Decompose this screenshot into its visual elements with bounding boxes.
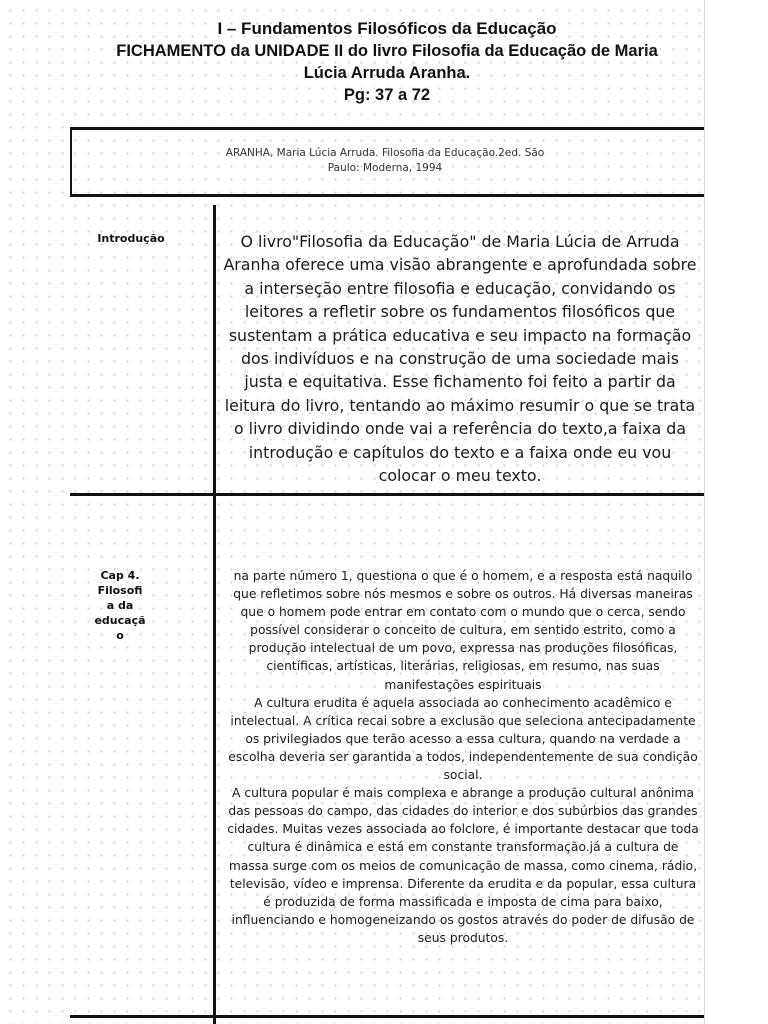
chapter-summary (226, 567, 700, 947)
header-subtitle: FICHAMENTO da UNIDADE II do livro Filosofia da Educação de Maria (116, 42, 658, 60)
header-pages: Pg: 37 a 72 (343, 86, 431, 104)
bibliographic-reference (160, 146, 610, 176)
summary-paragraph: na parte número 1, questiona o que é o homem, e a resposta está naquilo que refletimos sobre nós mesmos e sobre os outros. Há diversas maneiras que o homem pode entrar em contato com o mundo que o cerca, sendo possível considerar o conceito de cultura, em sentido estrito, como a produção intelectual de um povo, expressa nas produções filosóficas, científicas, artísticas, literárias, religiosas, em resumo, nas suas manifestações espirituais (233, 569, 693, 692)
row-divider (70, 493, 704, 496)
document-header (70, 18, 704, 106)
page-margin (704, 0, 768, 1024)
reference-bottom-border (70, 194, 704, 197)
table-bottom-border (70, 1015, 704, 1018)
table-top-border (70, 127, 704, 130)
column-divider (213, 205, 216, 1024)
summary-paragraph: A cultura erudita é aquela associada ao conhecimento acadêmico e intelectual. A crítica recai sobre a exclusão que seleciona antecipadamente os privilegiados que terão acesso a essa cultura, quando na verdade a escolha deveria ser garantida a todos, independentemente de sua condição social. (228, 695, 698, 783)
header-author: Lúcia Arruda Aranha. (303, 64, 471, 82)
chapter-label-line: a da (106, 599, 134, 612)
header-title: I – Fundamentos Filosóficos da Educação (217, 19, 557, 38)
introduction-text: O livro"Filosofia da Educação" de Maria Lúcia de Arruda Aranha oferece uma visão abrangente e aprofundada sobre a interseção entre filosofia e educação, convidando os leitores a refletir sobre os fundamentos filosóficos que sustentam a prática educativa e seu impacto na formação dos indivíduos e na construção de uma sociedade mais justa e equitativa. Esse fichamento foi feito a partir da leitura do livro, tentando ao máximo resumir o que se trata o livro dividindo onde vai a referência do texto,a faixa da introdução e capítulos do texto e a faixa onde eu vou colocar o meu texto. (223, 232, 697, 486)
reference-line-1: ARANHA, Maria Lúcia Arruda. Filosofia da Educação.2ed. São (225, 147, 545, 159)
chapter-label-line: Filosofi (97, 584, 143, 597)
table-left-border (70, 127, 72, 197)
summary-paragraph: A cultura popular é mais complexa e abrange a produção cultural anônima das pessoas do campo, das cidades do interior e dos subúrbios das grandes cidades. Muitas vezes associada ao folclore, é importante destacar que toda cultura é dinâmica e está em constante transformação.já a cultura de massa surge com os meios de comunicação de massa, como cinema, rádio, televisão, vídeo e imprensa. Diferente da erudita e da popular, essa cultura é produzida de forma massificada e imposta de cima para baixo, influenciando e homogeneizando os gostos através do poder de difusão de seus produtos. (227, 786, 699, 945)
chapter-label-line: Cap 4. (100, 569, 140, 582)
row-label-chapter (90, 568, 150, 643)
chapter-label-line: o (116, 629, 124, 642)
row-label-introduction: Introdução (97, 232, 165, 245)
reference-line-2: Paulo: Moderna, 1994 (327, 162, 443, 174)
chapter-label-line: educaçã (94, 614, 146, 627)
